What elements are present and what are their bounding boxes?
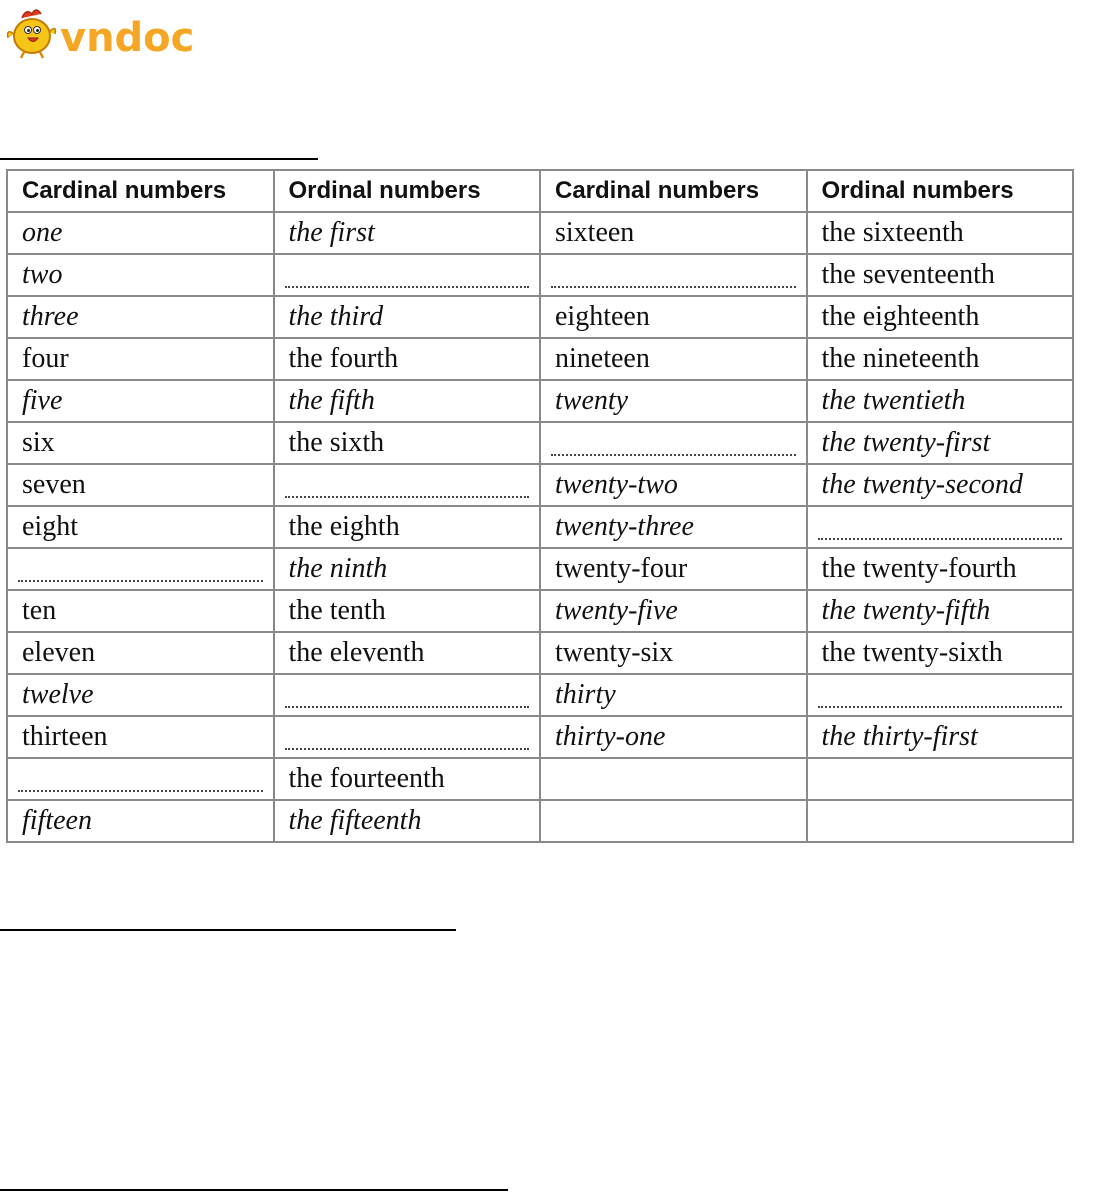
table-cell: the seventeenth bbox=[807, 254, 1074, 296]
blank-answer-cell[interactable] bbox=[274, 254, 541, 296]
table-cell: thirteen bbox=[7, 716, 274, 758]
section-underline-3 bbox=[0, 1189, 508, 1191]
table-cell: the eleventh bbox=[274, 632, 541, 674]
table-cell: fifteen bbox=[7, 800, 274, 842]
dotted-answer-line bbox=[818, 538, 1063, 540]
table-cell: the fourteenth bbox=[274, 758, 541, 800]
table-row bbox=[7, 800, 1073, 842]
blank-answer-cell[interactable] bbox=[274, 674, 541, 716]
table-cell: twenty-four bbox=[540, 548, 807, 590]
empty-cell bbox=[540, 758, 807, 800]
table-cell: nineteen bbox=[540, 338, 807, 380]
table-row bbox=[7, 632, 1073, 674]
chicken-mascot-icon bbox=[8, 10, 56, 58]
table-row bbox=[7, 590, 1073, 632]
dotted-answer-line bbox=[818, 706, 1063, 708]
header-ordinal-1: Ordinal numbers bbox=[274, 170, 541, 212]
dotted-answer-line bbox=[285, 286, 530, 288]
dotted-answer-line bbox=[285, 748, 530, 750]
table-cell: the twenty-second bbox=[807, 464, 1074, 506]
table-row bbox=[7, 212, 1073, 254]
table-cell: eight bbox=[7, 506, 274, 548]
table-row bbox=[7, 758, 1073, 800]
dotted-answer-line bbox=[551, 454, 796, 456]
table-cell: the first bbox=[274, 212, 541, 254]
blank-answer-cell[interactable] bbox=[807, 674, 1074, 716]
section-underline-2 bbox=[0, 929, 456, 931]
table-cell: the twenty-fifth bbox=[807, 590, 1074, 632]
dotted-answer-line bbox=[18, 580, 263, 582]
table-cell: twenty-five bbox=[540, 590, 807, 632]
table-row bbox=[7, 422, 1073, 464]
table-cell: the twentieth bbox=[807, 380, 1074, 422]
table-row bbox=[7, 254, 1073, 296]
table-cell: twenty-two bbox=[540, 464, 807, 506]
logo-wordmark: vndoc bbox=[60, 15, 195, 60]
table-cell: eleven bbox=[7, 632, 274, 674]
table-header-row bbox=[7, 170, 1073, 212]
table-cell: the ninth bbox=[274, 548, 541, 590]
table-cell: sixteen bbox=[540, 212, 807, 254]
table-cell: the twenty-sixth bbox=[807, 632, 1074, 674]
table-cell: twelve bbox=[7, 674, 274, 716]
header-cardinal-1: Cardinal numbers bbox=[7, 170, 274, 212]
table-cell: eighteen bbox=[540, 296, 807, 338]
table-cell: the fourth bbox=[274, 338, 541, 380]
table-row bbox=[7, 296, 1073, 338]
table-cell: the tenth bbox=[274, 590, 541, 632]
table-cell: twenty-six bbox=[540, 632, 807, 674]
vndoc-logo[interactable] bbox=[4, 4, 224, 60]
section-underline-1 bbox=[0, 158, 318, 160]
table-row bbox=[7, 380, 1073, 422]
numbers-table bbox=[6, 169, 1074, 843]
blank-answer-cell[interactable] bbox=[274, 716, 541, 758]
empty-cell bbox=[807, 800, 1074, 842]
blank-answer-cell[interactable] bbox=[540, 422, 807, 464]
empty-cell bbox=[807, 758, 1074, 800]
table-cell: the twenty-fourth bbox=[807, 548, 1074, 590]
dotted-answer-line bbox=[551, 286, 796, 288]
dotted-answer-line bbox=[285, 496, 530, 498]
blank-answer-cell[interactable] bbox=[7, 548, 274, 590]
table-cell: one bbox=[7, 212, 274, 254]
table-cell: ten bbox=[7, 590, 274, 632]
table-cell: the sixth bbox=[274, 422, 541, 464]
table-row bbox=[7, 716, 1073, 758]
table-cell: the eighth bbox=[274, 506, 541, 548]
dotted-answer-line bbox=[18, 790, 263, 792]
table-cell: twenty bbox=[540, 380, 807, 422]
table-row bbox=[7, 464, 1073, 506]
table-cell: two bbox=[7, 254, 274, 296]
table-cell: five bbox=[7, 380, 274, 422]
blank-answer-cell[interactable] bbox=[807, 506, 1074, 548]
table-cell: the fifteenth bbox=[274, 800, 541, 842]
table-cell: thirty-one bbox=[540, 716, 807, 758]
table-row bbox=[7, 548, 1073, 590]
table-cell: seven bbox=[7, 464, 274, 506]
blank-answer-cell[interactable] bbox=[274, 464, 541, 506]
table-cell: the thirty-first bbox=[807, 716, 1074, 758]
table-cell: the eighteenth bbox=[807, 296, 1074, 338]
table-cell: six bbox=[7, 422, 274, 464]
empty-cell bbox=[540, 800, 807, 842]
table-cell: the fifth bbox=[274, 380, 541, 422]
header-cardinal-2: Cardinal numbers bbox=[540, 170, 807, 212]
table-row bbox=[7, 674, 1073, 716]
table-cell: the sixteenth bbox=[807, 212, 1074, 254]
table-cell: the nineteenth bbox=[807, 338, 1074, 380]
table-row bbox=[7, 338, 1073, 380]
dotted-answer-line bbox=[285, 706, 530, 708]
table-cell: three bbox=[7, 296, 274, 338]
blank-answer-cell[interactable] bbox=[540, 254, 807, 296]
table-cell: thirty bbox=[540, 674, 807, 716]
header-ordinal-2: Ordinal numbers bbox=[807, 170, 1074, 212]
table-cell: the twenty-first bbox=[807, 422, 1074, 464]
table-row bbox=[7, 506, 1073, 548]
table-cell: four bbox=[7, 338, 274, 380]
blank-answer-cell[interactable] bbox=[7, 758, 274, 800]
table-cell: twenty-three bbox=[540, 506, 807, 548]
table-cell: the third bbox=[274, 296, 541, 338]
